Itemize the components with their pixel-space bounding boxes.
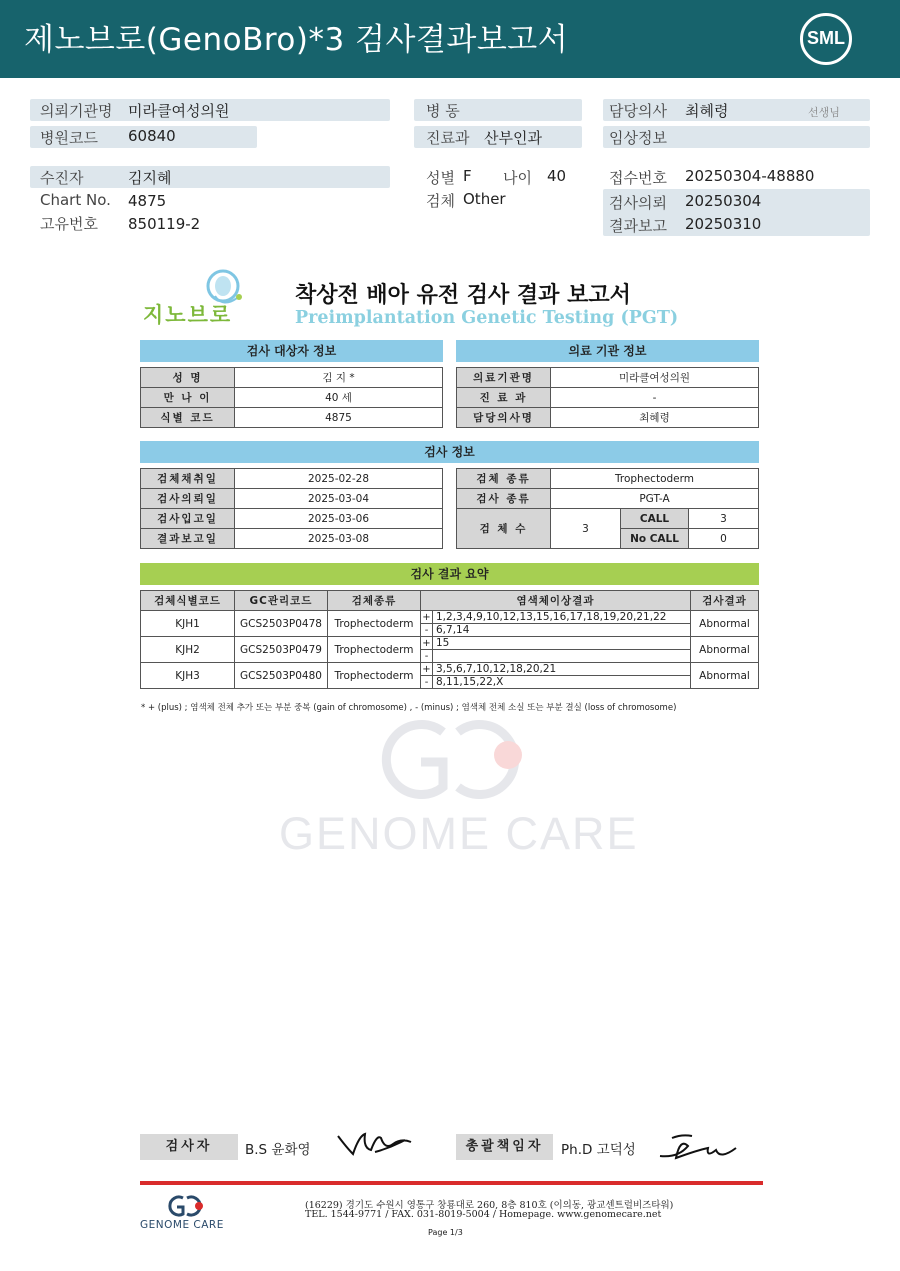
row1-gc: GCS2503P0478 <box>235 611 328 637</box>
receive-date-value: 2025-03-06 <box>235 509 443 529</box>
hospital-code-label: 병원코드 <box>40 129 98 147</box>
table-row <box>141 388 443 408</box>
header-bar <box>0 0 900 78</box>
result-label: 결과보고 <box>609 217 667 235</box>
table-row <box>141 469 443 489</box>
department-value: 산부인과 <box>484 129 542 147</box>
subject-code-value: 4875 <box>235 408 443 428</box>
doctor-label: 담당의사 <box>609 102 667 120</box>
footer-contact: TEL. 1544-9771 / FAX. 031-8019-5004 / Homepage. www.genomecare.net <box>305 1209 662 1220</box>
row3-minus-sign: - <box>421 676 433 689</box>
inst-dept-value: - <box>551 388 759 408</box>
subject-section-header: 검사 대상자 정보 <box>140 340 443 362</box>
footnote: * + (plus) ; 염색체 전체 추가 또는 부분 중복 (gain of chromosome) , - (minus) ; 염색체 전체 소실 또는 부분 결실 (loss of chromosome) <box>141 703 677 713</box>
patient-row <box>30 166 390 188</box>
footer-divider <box>140 1181 763 1185</box>
age-value: 40 <box>547 167 567 185</box>
test-type-value: PGT-A <box>551 489 759 509</box>
row1-plus-sign: + <box>422 611 431 623</box>
institution-value: 미라클여성의원 <box>128 102 230 120</box>
test-types-table <box>456 468 759 549</box>
table-row <box>457 509 759 529</box>
director-name: Ph.D 고덕성 <box>561 1142 636 1158</box>
summary-section-header: 검사 결과 요약 <box>140 563 759 585</box>
inst-name-label: 의료기관명 <box>457 368 551 388</box>
specimen-value: Other <box>463 190 506 208</box>
row2-minus-sign: - <box>421 650 433 663</box>
genome-care-logo-icon <box>165 1193 205 1219</box>
genobro-logo-text: 지노브로 <box>143 303 233 327</box>
institution-section-header: 의료 기관 정보 <box>456 340 759 362</box>
row3-gc: GCS2503P0480 <box>235 663 328 689</box>
call-label: CALL <box>621 509 689 529</box>
row1-plus: 1,2,3,4,9,10,12,13,15,16,17,18,19,20,21,22 <box>433 611 691 624</box>
page-number: Page 1/3 <box>428 1228 463 1237</box>
sex-label: 성별 <box>426 169 455 187</box>
subject-code-label: 식별 코드 <box>141 408 235 428</box>
specimen-type-label: 검체 종류 <box>457 469 551 489</box>
collect-date-label: 검체채취일 <box>141 469 235 489</box>
director-signature-icon <box>658 1128 738 1164</box>
doctor-suffix: 선생님 <box>808 106 840 119</box>
table-row <box>141 663 759 676</box>
chart-label: Chart No. <box>40 191 111 209</box>
row1-result: Abnormal <box>691 611 759 637</box>
subject-table <box>140 367 443 428</box>
row3-plus-sign: + <box>422 663 431 675</box>
report-date-label: 결과보고일 <box>141 529 235 549</box>
col-header-type: 검체종류 <box>328 591 421 611</box>
hospital-code-value: 60840 <box>128 127 176 145</box>
col-header-result: 검사결과 <box>691 591 759 611</box>
row1-minus-sign: - <box>421 624 433 637</box>
report-subtitle: Preimplantation Genetic Testing (PGT) <box>295 308 679 328</box>
row2-plus-sign: + <box>422 637 431 649</box>
institution-label: 의뢰기관명 <box>40 102 113 120</box>
table-row <box>141 368 443 388</box>
inst-name-value: 미라클여성의원 <box>551 368 759 388</box>
table-row <box>457 469 759 489</box>
request-date-label: 검사의뢰일 <box>141 489 235 509</box>
specimen-count-value: 3 <box>551 509 621 549</box>
nocall-value: 0 <box>689 529 759 549</box>
row2-id: KJH2 <box>141 637 235 663</box>
table-row <box>141 489 443 509</box>
row2-gc: GCS2503P0479 <box>235 637 328 663</box>
id-label: 고유번호 <box>40 215 98 233</box>
director-label: 총괄책임자 <box>456 1134 553 1160</box>
tester-signature-icon <box>335 1128 415 1160</box>
id-value: 850119-2 <box>128 215 201 233</box>
receive-date-label: 검사입고일 <box>141 509 235 529</box>
row2-result: Abnormal <box>691 637 759 663</box>
summary-table <box>140 590 759 689</box>
age-label: 나이 <box>503 169 532 187</box>
table-row <box>141 611 759 624</box>
table-row <box>141 509 443 529</box>
genome-care-logo-text: GENOME CARE <box>140 1219 224 1231</box>
chart-value: 4875 <box>128 192 167 210</box>
table-row <box>141 408 443 428</box>
doctor-value: 최혜령 <box>685 102 729 120</box>
specimen-count-label: 검 체 수 <box>457 509 551 549</box>
subject-name-value: 김 지 * <box>235 368 443 388</box>
inst-doctor-label: 담당의사명 <box>457 408 551 428</box>
row3-minus: 8,11,15,22,X <box>433 676 691 689</box>
receipt-value: 20250304-48880 <box>685 167 815 185</box>
report-title: 착상전 배아 유전 검사 결과 보고서 <box>295 283 631 308</box>
footer-address: (16229) 경기도 수원시 영통구 창룡대로 260, 8층 810호 (이의동, 광교센트럴비즈타워) <box>305 1200 674 1211</box>
row1-id: KJH1 <box>141 611 235 637</box>
test-type-label: 검사 종류 <box>457 489 551 509</box>
clinical-label: 임상정보 <box>609 129 667 147</box>
tester-label: 검사자 <box>140 1134 238 1160</box>
row1-minus: 6,7,14 <box>433 624 691 637</box>
row3-plus: 3,5,6,7,10,12,18,20,21 <box>433 663 691 676</box>
nocall-label: No CALL <box>621 529 689 549</box>
request-value: 20250304 <box>685 192 762 210</box>
row2-plus: 15 <box>433 637 691 650</box>
table-row <box>141 637 759 650</box>
table-header-row <box>141 591 759 611</box>
specimen-type-value: Trophectoderm <box>551 469 759 489</box>
result-value: 20250310 <box>685 215 762 233</box>
subject-name-label: 성 명 <box>141 368 235 388</box>
row3-id: KJH3 <box>141 663 235 689</box>
call-value: 3 <box>689 509 759 529</box>
col-header-chromosome: 염색체이상결과 <box>421 591 691 611</box>
watermark-logo-icon <box>373 712 533 802</box>
table-row <box>457 408 759 428</box>
subject-age-label: 만 나 이 <box>141 388 235 408</box>
patient-label: 수진자 <box>40 169 84 187</box>
table-row <box>457 489 759 509</box>
page-title: 제노브로(GenoBro)*3 검사결과보고서 <box>24 22 569 58</box>
row2-type: Trophectoderm <box>328 637 421 663</box>
test-section-header: 검사 정보 <box>140 441 759 463</box>
table-row <box>457 388 759 408</box>
request-label: 검사의뢰 <box>609 194 667 212</box>
specimen-label: 검체 <box>426 192 455 210</box>
tester-name: B.S 윤화영 <box>245 1142 311 1158</box>
row3-type: Trophectoderm <box>328 663 421 689</box>
sex-value: F <box>463 167 472 185</box>
row1-type: Trophectoderm <box>328 611 421 637</box>
inst-dept-label: 진 료 과 <box>457 388 551 408</box>
department-label: 진료과 <box>426 129 470 147</box>
row2-minus <box>433 650 691 663</box>
subject-age-value: 40 세 <box>235 388 443 408</box>
inst-doctor-value: 최혜령 <box>551 408 759 428</box>
watermark-text: GENOME CARE <box>279 808 639 859</box>
sml-logo: SML <box>800 13 852 65</box>
collect-date-value: 2025-02-28 <box>235 469 443 489</box>
col-header-gc: GC관리코드 <box>235 591 328 611</box>
table-row <box>457 368 759 388</box>
patient-value: 김지혜 <box>128 169 172 187</box>
row3-result: Abnormal <box>691 663 759 689</box>
institution-table <box>456 367 759 428</box>
table-row <box>141 529 443 549</box>
report-date-value: 2025-03-08 <box>235 529 443 549</box>
receipt-label: 접수번호 <box>609 169 667 187</box>
request-date-value: 2025-03-04 <box>235 489 443 509</box>
test-dates-table <box>140 468 443 549</box>
col-header-id: 검체식별코드 <box>141 591 235 611</box>
ward-label: 병 동 <box>426 102 460 120</box>
